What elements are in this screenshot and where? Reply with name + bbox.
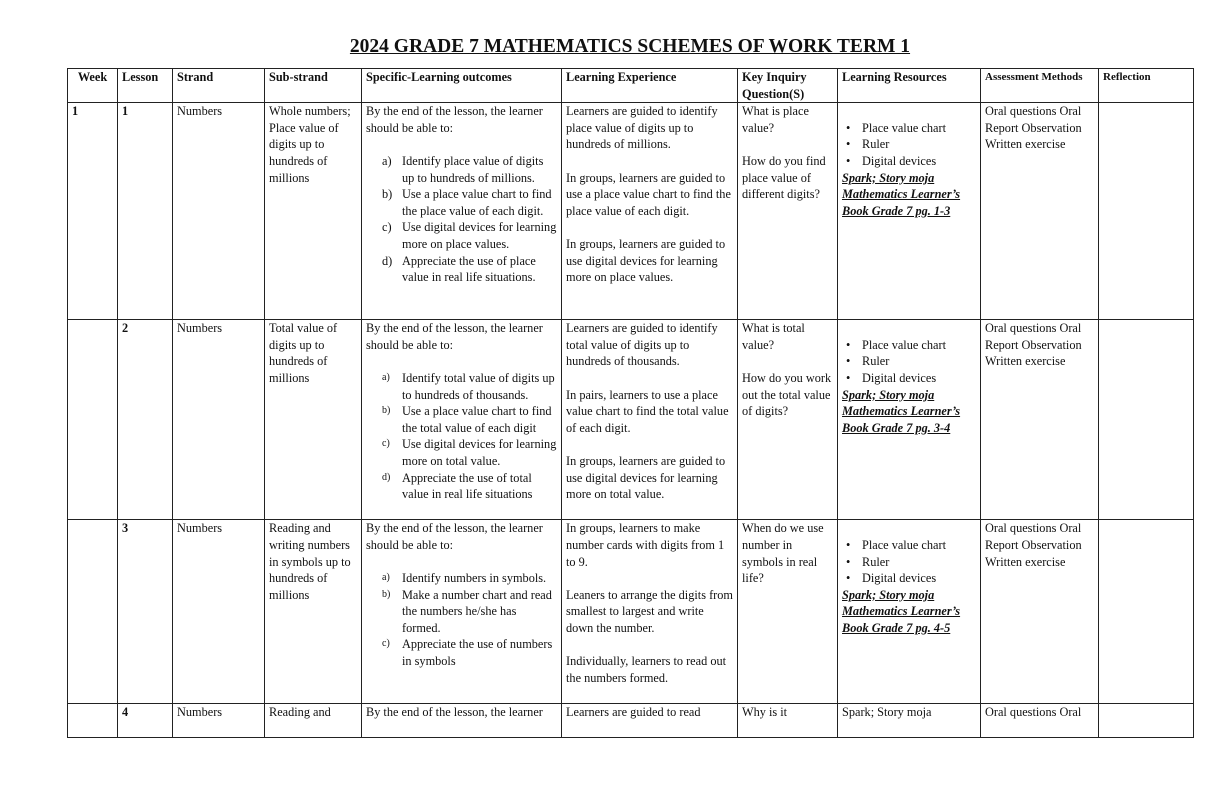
- table-row: [68, 703, 1194, 737]
- outcome-letter: c): [382, 438, 390, 450]
- experience-paragraph: Learners are guided to identify total value of digits up to hundreds of thousands.: [566, 321, 718, 369]
- outcome-text: Use digital devices for learning more on place values.: [402, 220, 557, 251]
- experience-paragraph: In groups, learners to make number cards with digits from 1 to 9.: [566, 521, 725, 569]
- lesson-cell: 2: [118, 320, 173, 520]
- outcome-item: [366, 570, 557, 587]
- strand-cell: Numbers: [173, 703, 265, 737]
- resource-item: [842, 537, 976, 554]
- spacer: [366, 554, 557, 571]
- header-reflection: Reflection: [1099, 69, 1194, 103]
- header-experience: Learning Experience: [562, 69, 738, 103]
- reflection-cell: [1099, 103, 1194, 320]
- strand-cell: Numbers: [173, 103, 265, 320]
- resources-cell: [838, 320, 981, 520]
- outcome-letter: c): [382, 638, 390, 650]
- outcome-text: Identify total value of digits up to hundreds of thousands.: [402, 370, 555, 402]
- bullet-icon: •: [846, 137, 851, 152]
- outcome-letter: b): [382, 588, 391, 600]
- outcome-letter: b): [382, 405, 391, 417]
- outcome-letter: d): [382, 253, 393, 268]
- substrand-cell: Reading and writing numbers in symbols up to hundreds of millions: [265, 520, 362, 704]
- outcome-text: Use a place value chart to find the place value of each digit.: [402, 187, 552, 218]
- inquiry-question: How do you find place value of different digits?: [742, 153, 826, 202]
- questions-cell: [738, 703, 838, 737]
- outcome-item: [366, 186, 557, 219]
- assessment-cell: Oral questions Oral: [981, 703, 1099, 737]
- outcome-text: Appreciate the use of place value in real life situations.: [402, 253, 536, 285]
- textbook-reference: Spark; Story moja Mathematics Learner’s Book Grade 7 pg. 1-3: [842, 170, 961, 218]
- outcome-item: [366, 253, 557, 286]
- outcomes-list: [366, 370, 557, 503]
- outcome-item: [366, 370, 557, 403]
- experience-paragraph: In groups, learners are guided to use a place value chart to find the place value of each digit.: [566, 170, 731, 218]
- bullet-icon: •: [846, 537, 851, 552]
- header-week: Week: [68, 69, 118, 103]
- header-lesson: Lesson: [118, 69, 173, 103]
- experience-cell: [562, 320, 738, 520]
- header-row: [68, 69, 1194, 103]
- resource-item: [842, 570, 976, 587]
- resource-item: [842, 370, 976, 387]
- resources-cell: [838, 103, 981, 320]
- resources-list: [842, 120, 976, 170]
- experience-cell: [562, 103, 738, 320]
- assessment-cell: Oral questions Oral Report Observation Written exercise: [981, 320, 1099, 520]
- outcome-item: [366, 436, 557, 469]
- week-cell: 1: [68, 103, 118, 320]
- outcome-letter: a): [382, 153, 392, 168]
- spacer: [842, 103, 976, 120]
- outcome-text: Make a number chart and read the numbers he/she has formed.: [402, 587, 552, 635]
- strand-cell: Numbers: [173, 520, 265, 704]
- outcome-item: [366, 636, 557, 669]
- resource-item: [842, 120, 976, 137]
- resource-text: Place value chart: [862, 120, 946, 135]
- week-cell: [68, 703, 118, 737]
- document-title: 2024 GRADE 7 MATHEMATICS SCHEMES OF WORK TERM 1: [349, 36, 911, 57]
- outcomes-intro: By the end of the lesson, the learner should be able to:: [366, 521, 543, 552]
- outcome-letter: c): [382, 220, 392, 235]
- experience-paragraph: In groups, learners are guided to use digital devices for learning more on total value.: [566, 453, 726, 502]
- resources-list: [842, 337, 976, 387]
- outcomes-cell: [362, 103, 562, 320]
- bullet-icon: •: [846, 370, 851, 385]
- outcome-letter: d): [382, 471, 391, 483]
- outcome-text: Use digital devices for learning more on total value.: [402, 437, 557, 468]
- bullet-icon: •: [846, 337, 851, 352]
- textbook-reference: Spark; Story moja Mathematics Learner’s Book Grade 7 pg. 4-5: [842, 587, 961, 635]
- outcome-letter: a): [382, 371, 390, 383]
- outcome-letter: a): [382, 572, 390, 584]
- outcomes-intro: By the end of the lesson, the learner should be able to:: [366, 104, 543, 135]
- inquiry-question: What is place value?: [742, 104, 809, 135]
- experience-paragraph: Learners are guided to read: [566, 704, 701, 719]
- resource-item: [842, 353, 976, 370]
- outcome-letter: b): [382, 187, 393, 202]
- outcome-item: [366, 403, 557, 436]
- resources-list: [842, 537, 976, 587]
- reflection-cell: [1099, 703, 1194, 737]
- outcome-item: [366, 219, 557, 252]
- outcome-text: Identify numbers in symbols.: [402, 571, 547, 586]
- resource-text: Place value chart: [862, 537, 946, 552]
- header-questions: Key Inquiry Question(S): [738, 69, 838, 103]
- resources-cell: [838, 703, 981, 737]
- lesson-cell: 1: [118, 103, 173, 320]
- outcomes-list: [366, 570, 557, 670]
- experience-cell: [562, 703, 738, 737]
- outcomes-cell: [362, 320, 562, 520]
- spacer: [842, 520, 976, 537]
- experience-paragraph: In groups, learners are guided to use digital devices for learning more on place values.: [566, 236, 726, 285]
- resource-item: [842, 153, 976, 170]
- assessment-cell: Oral questions Oral Report Observation Written exercise: [981, 103, 1099, 320]
- questions-cell: [738, 103, 838, 320]
- header-strand: Strand: [173, 69, 265, 103]
- strand-cell: Numbers: [173, 320, 265, 520]
- outcome-item: [366, 587, 557, 637]
- inquiry-question: When do we use number in symbols in real life?: [742, 521, 824, 586]
- inquiry-question: What is total value?: [742, 321, 805, 352]
- experience-paragraph: Leaners to arrange the digits from smallest to largest and write down the number.: [566, 587, 733, 635]
- experience-paragraph: Individually, learners to read out the numbers formed.: [566, 654, 727, 685]
- outcomes-intro: By the end of the lesson, the learner: [366, 704, 543, 719]
- reflection-cell: [1099, 320, 1194, 520]
- resource-item: [842, 337, 976, 354]
- outcome-text: Appreciate the use of total value in real life situations: [402, 470, 533, 502]
- lesson-cell: 4: [118, 703, 173, 737]
- resources-cell: [838, 520, 981, 704]
- reflection-cell: [1099, 520, 1194, 704]
- experience-paragraph: Learners are guided to identify place value of digits up to hundreds of millions.: [566, 104, 718, 152]
- inquiry-question: How do you work out the total value of digits?: [742, 370, 832, 419]
- bullet-icon: •: [846, 554, 851, 569]
- experience-paragraph: In pairs, learners to use a place value chart to find the total value of each digit.: [566, 387, 729, 435]
- resource-text: Digital devices: [862, 153, 937, 168]
- header-outcomes: Specific-Learning outcomes: [362, 69, 562, 103]
- substrand-cell: Reading and: [265, 703, 362, 737]
- resource-text: Ruler: [862, 137, 890, 152]
- header-assessment: Assessment Methods: [981, 69, 1099, 103]
- assessment-cell: Oral questions Oral Report Observation Written exercise: [981, 520, 1099, 704]
- week-cell: [68, 320, 118, 520]
- header-resources: Learning Resources: [838, 69, 981, 103]
- resource-text: Digital devices: [862, 370, 937, 385]
- resource-text: Place value chart: [862, 337, 946, 352]
- resource-text: Ruler: [862, 354, 890, 369]
- bullet-icon: •: [846, 571, 851, 586]
- substrand-cell: Total value of digits up to hundreds of millions: [265, 320, 362, 520]
- questions-cell: [738, 320, 838, 520]
- spacer: [842, 320, 976, 337]
- outcomes-cell: [362, 520, 562, 704]
- bullet-icon: •: [846, 153, 851, 168]
- outcome-item: [366, 153, 557, 186]
- inquiry-question: Why is it: [742, 704, 788, 719]
- outcomes-list: [366, 153, 557, 286]
- resource-text: Spark; Story moja: [842, 704, 932, 719]
- resource-text: Digital devices: [862, 571, 937, 586]
- spacer: [366, 353, 557, 370]
- table-row: [68, 320, 1194, 520]
- scheme-table: [67, 68, 1194, 738]
- week-cell: [68, 520, 118, 704]
- resource-item: [842, 554, 976, 571]
- questions-cell: [738, 520, 838, 704]
- resource-text: Ruler: [862, 554, 890, 569]
- header-substrand: Sub-strand: [265, 69, 362, 103]
- table-row: [68, 103, 1194, 320]
- outcomes-intro: By the end of the lesson, the learner should be able to:: [366, 321, 543, 352]
- outcome-text: Identify place value of digits up to hundreds of millions.: [402, 153, 544, 185]
- substrand-cell: Whole numbers; Place value of digits up to hundreds of millions: [265, 103, 362, 320]
- resource-item: [842, 136, 976, 153]
- experience-cell: [562, 520, 738, 704]
- outcome-text: Use a place value chart to find the total value of each digit: [402, 404, 552, 435]
- textbook-reference: Spark; Story moja Mathematics Learner’s Book Grade 7 pg. 3-4: [842, 387, 961, 435]
- outcome-item: [366, 470, 557, 503]
- spacer: [366, 136, 557, 153]
- bullet-icon: •: [846, 120, 851, 135]
- outcomes-cell: [362, 703, 562, 737]
- table-row: [68, 520, 1194, 704]
- bullet-icon: •: [846, 354, 851, 369]
- lesson-cell: 3: [118, 520, 173, 704]
- outcome-text: Appreciate the use of numbers in symbols: [402, 637, 553, 669]
